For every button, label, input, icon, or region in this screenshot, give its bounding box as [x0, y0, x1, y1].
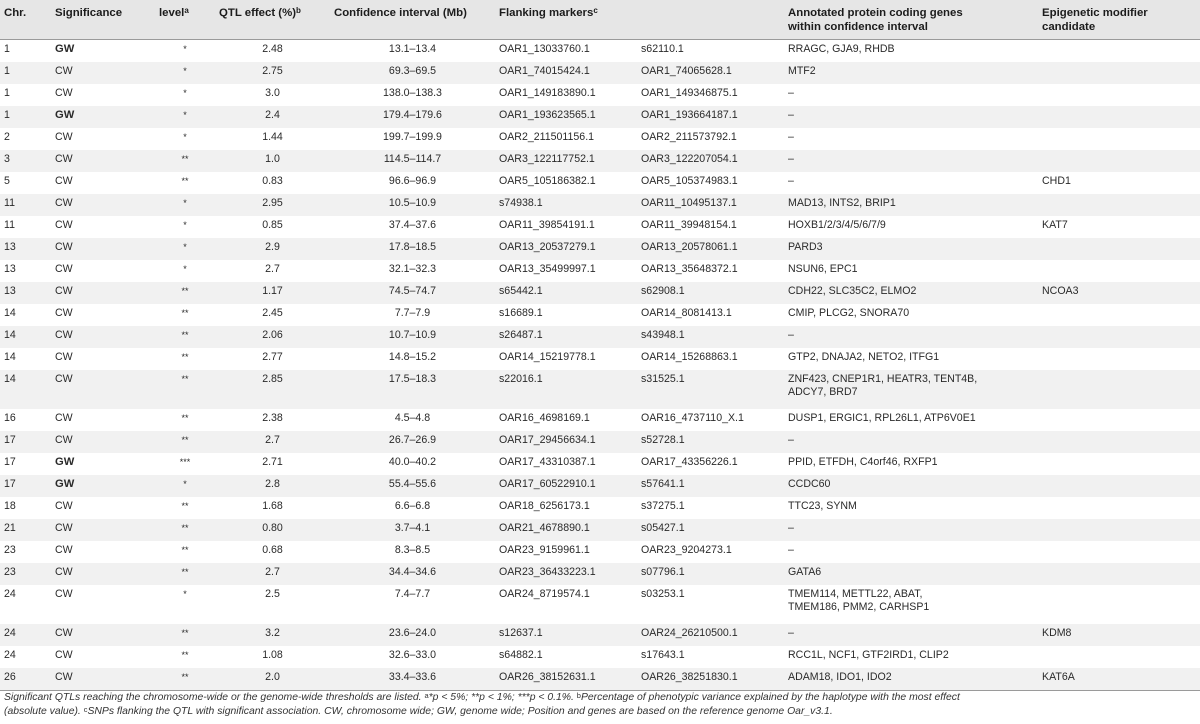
cell-significance: CW — [55, 500, 73, 512]
cell-level: ** — [181, 352, 189, 362]
cell-level: * — [183, 44, 187, 54]
table-row — [0, 646, 1200, 668]
cell-flanking-marker-1: OAR3_122117752.1 — [499, 153, 595, 165]
cell-confidence-interval: 69.3–69.5 — [388, 65, 437, 77]
cell-epigenetic-modifier — [1038, 304, 1200, 326]
cell-chr: 13 — [4, 285, 16, 297]
table-row — [0, 541, 1200, 563]
cell-flanking-marker-2: OAR11_10495137.1 — [641, 197, 737, 209]
cell-significance: GW — [55, 109, 75, 121]
table-row — [0, 453, 1200, 475]
cell-confidence-interval: 17.8–18.5 — [388, 241, 437, 253]
header-chr: Chr. — [0, 0, 51, 40]
cell-epigenetic-modifier — [1038, 260, 1200, 282]
cell-annotated-genes: MAD13, INTS2, BRIP1 — [788, 197, 896, 209]
cell-annotated-genes: – — [788, 153, 794, 165]
cell-confidence-interval: 96.6–96.9 — [388, 175, 437, 187]
cell-qtl-effect: 3.0 — [265, 87, 280, 99]
cell-epigenetic-modifier — [1038, 326, 1200, 348]
cell-qtl-effect: 3.2 — [265, 627, 280, 639]
table-row — [0, 668, 1200, 691]
header-flanking-markers: Flanking markers$^c$ — [495, 0, 784, 40]
cell-epigenetic-modifier — [1038, 646, 1200, 668]
cell-chr: 1 — [4, 43, 10, 55]
cell-level: ** — [181, 650, 189, 660]
cell-flanking-marker-1: OAR24_8719574.1 — [499, 588, 590, 600]
cell-flanking-marker-2: OAR1_74065628.1 — [641, 65, 732, 77]
cell-qtl-effect: 2.71 — [262, 456, 283, 468]
cell-level: ** — [181, 567, 189, 577]
cell-flanking-marker-1: s16689.1 — [499, 307, 543, 319]
cell-level: ** — [181, 176, 189, 186]
cell-level: ** — [181, 435, 189, 445]
cell-chr: 23 — [4, 566, 16, 578]
cell-confidence-interval: 32.6–33.0 — [388, 649, 437, 661]
cell-level: * — [183, 110, 187, 120]
cell-flanking-marker-1: OAR17_60522910.1 — [499, 478, 596, 490]
cell-flanking-marker-2: s03253.1 — [641, 588, 685, 600]
cell-confidence-interval: 14.8–15.2 — [388, 351, 437, 363]
cell-confidence-interval: 8.3–8.5 — [394, 544, 431, 556]
cell-level: ** — [181, 286, 189, 296]
cell-confidence-interval: 55.4–55.6 — [388, 478, 437, 490]
cell-significance: CW — [55, 412, 73, 424]
cell-chr: 26 — [0, 668, 51, 691]
cell-qtl-effect: 2.7 — [265, 566, 280, 578]
table-row — [0, 172, 1200, 194]
cell-epigenetic-modifier — [1038, 541, 1200, 563]
table-row — [0, 216, 1200, 238]
table-row — [0, 519, 1200, 541]
table-row — [0, 326, 1200, 348]
cell-flanking-marker-1: OAR13_35499997.1 — [499, 263, 596, 275]
cell-flanking-marker-1: s26487.1 — [499, 329, 543, 341]
cell-flanking-marker-2: OAR3_122207054.1 — [641, 153, 738, 165]
cell-epigenetic-modifier — [1038, 348, 1200, 370]
cell-significance: CW — [55, 197, 73, 209]
cell-confidence-interval: 3.7–4.1 — [394, 522, 431, 534]
cell-flanking-marker-2: s31525.1 — [641, 373, 685, 385]
cell-qtl-effect: 2.9 — [265, 241, 280, 253]
cell-flanking-marker-1: OAR1_13033760.1 — [499, 43, 590, 55]
cell-chr: 24 — [4, 588, 16, 600]
table-row — [0, 128, 1200, 150]
cell-level: ** — [181, 330, 189, 340]
cell-annotated-genes: TTC23, SYNM — [788, 500, 857, 512]
cell-flanking-marker-1: OAR11_39854191.1 — [499, 219, 595, 231]
cell-confidence-interval: 74.5–74.7 — [388, 285, 437, 297]
cell-level: * — [183, 88, 187, 98]
cell-chr: 14 — [4, 329, 16, 341]
cell-qtl-effect: 2.38 — [262, 412, 283, 424]
cell-annotated-genes: CMIP, PLCG2, SNORA70 — [788, 307, 910, 319]
table-row — [0, 348, 1200, 370]
cell-confidence-interval: 40.0–40.2 — [388, 456, 437, 468]
cell-flanking-marker-1: OAR14_15219778.1 — [499, 351, 596, 363]
cell-significance: GW — [55, 478, 75, 490]
cell-qtl-effect: 0.85 — [262, 219, 283, 231]
cell-epigenetic-modifier — [1038, 431, 1200, 453]
cell-flanking-marker-1: s65442.1 — [499, 285, 543, 297]
cell-chr: 2 — [4, 131, 10, 143]
table-row — [0, 431, 1200, 453]
cell-epigenetic-modifier — [1038, 40, 1200, 63]
cell-epigenetic-modifier: NCOA3 — [1042, 285, 1079, 297]
cell-flanking-marker-2: OAR13_35648372.1 — [641, 263, 738, 275]
cell-significance: CW — [55, 219, 73, 231]
cell-annotated-genes: MTF2 — [788, 65, 816, 77]
cell-confidence-interval: 37.4–37.6 — [388, 219, 437, 231]
cell-significance: CW — [55, 522, 73, 534]
table-row — [0, 563, 1200, 585]
cell-annotated-genes: PPID, ETFDH, C4orf46, RXFP1 — [788, 456, 938, 468]
cell-flanking-marker-2: OAR14_8081413.1 — [641, 307, 732, 319]
cell-annotated-genes: GATA6 — [788, 566, 822, 578]
cell-significance: CW — [55, 307, 73, 319]
cell-level: ** — [181, 501, 189, 511]
cell-chr: 24 — [4, 649, 16, 661]
cell-flanking-marker-1: s12637.1 — [499, 627, 543, 639]
cell-epigenetic-modifier — [1038, 563, 1200, 585]
cell-annotated-genes: – — [788, 175, 794, 187]
cell-annotated-genes: RCC1L, NCF1, GTF2IRD1, CLIP2 — [788, 649, 949, 661]
cell-significance: CW — [55, 87, 73, 99]
cell-qtl-effect: 1.08 — [262, 649, 283, 661]
cell-level: *** — [179, 457, 191, 467]
cell-chr: 1 — [4, 65, 10, 77]
cell-annotated-genes: – — [788, 109, 794, 121]
cell-epigenetic-modifier — [1038, 519, 1200, 541]
cell-flanking-marker-2: OAR23_9204273.1 — [641, 544, 732, 556]
cell-significance: CW — [55, 329, 73, 341]
cell-significance: CW — [55, 263, 73, 275]
table-row — [0, 624, 1200, 646]
cell-chr: 13 — [4, 241, 16, 253]
table-row — [0, 106, 1200, 128]
cell-flanking-marker-1: OAR1_149183890.1 — [499, 87, 596, 99]
cell-flanking-marker-1: OAR2_211501156.1 — [499, 131, 595, 143]
cell-flanking-marker-2: OAR17_43356226.1 — [641, 456, 738, 468]
table-row — [0, 260, 1200, 282]
cell-confidence-interval: 7.4–7.7 — [394, 588, 431, 600]
cell-level: ** — [181, 545, 189, 555]
cell-level: * — [183, 132, 187, 142]
cell-confidence-interval: 34.4–34.6 — [388, 566, 437, 578]
cell-annotated-genes: – — [788, 522, 794, 534]
cell-level: ** — [155, 668, 215, 691]
cell-chr: 23 — [4, 544, 16, 556]
cell-flanking-marker-1: OAR21_4678890.1 — [499, 522, 590, 534]
cell-qtl-effect: 2.7 — [265, 263, 280, 275]
cell-significance: GW — [55, 456, 75, 468]
cell-level: * — [183, 264, 187, 274]
cell-epigenetic-modifier — [1038, 409, 1200, 431]
cell-annotated-genes: – — [788, 544, 794, 556]
cell-significance: CW — [55, 588, 73, 600]
cell-chr: 14 — [4, 373, 16, 385]
cell-chr: 16 — [4, 412, 16, 424]
cell-significance: CW — [55, 627, 73, 639]
cell-confidence-interval: 17.5–18.3 — [388, 373, 437, 385]
cell-annotated-genes: PARD3 — [788, 241, 823, 253]
cell-flanking-marker-2: OAR26_38251830.1 — [637, 668, 784, 691]
header-annotated-genes: Annotated protein coding genes within confidence interval — [784, 0, 1038, 40]
header-qtl-effect: QTL effect (%)$^b$ — [215, 0, 330, 40]
cell-flanking-marker-1: s64882.1 — [499, 649, 543, 661]
cell-significance: CW — [55, 65, 73, 77]
table-body — [0, 40, 1200, 691]
cell-qtl-effect: 2.0 — [215, 668, 330, 691]
cell-significance: GW — [55, 43, 75, 55]
cell-qtl-effect: 2.95 — [262, 197, 283, 209]
cell-flanking-marker-1: OAR16_4698169.1 — [499, 412, 590, 424]
table-row — [0, 282, 1200, 304]
cell-confidence-interval: 23.6–24.0 — [388, 627, 437, 639]
cell-level: ** — [181, 413, 189, 423]
table-row — [0, 585, 1200, 624]
cell-level: * — [183, 66, 187, 76]
cell-chr: 21 — [4, 522, 16, 534]
cell-epigenetic-modifier — [1038, 128, 1200, 150]
cell-qtl-effect: 2.06 — [262, 329, 283, 341]
cell-flanking-marker-1: OAR17_29456634.1 — [499, 434, 596, 446]
cell-flanking-marker-1: OAR23_36433223.1 — [499, 566, 596, 578]
cell-epigenetic-modifier: KAT7 — [1042, 219, 1068, 231]
cell-flanking-marker-2: s05427.1 — [641, 522, 685, 534]
cell-epigenetic-modifier — [1038, 497, 1200, 519]
cell-epigenetic-modifier — [1038, 475, 1200, 497]
cell-flanking-marker-2: OAR13_20578061.1 — [641, 241, 738, 253]
cell-significance: CW — [55, 153, 73, 165]
cell-confidence-interval: 4.5–4.8 — [394, 412, 431, 424]
cell-chr: 5 — [4, 175, 10, 187]
cell-annotated-genes: NSUN6, EPC1 — [788, 263, 858, 275]
table-row — [0, 409, 1200, 431]
cell-qtl-effect: 1.68 — [262, 500, 283, 512]
cell-qtl-effect: 2.45 — [262, 307, 283, 319]
cell-epigenetic-modifier — [1038, 238, 1200, 260]
cell-qtl-effect: 1.44 — [262, 131, 283, 143]
cell-annotated-genes: – — [788, 627, 794, 639]
cell-annotated-genes: DUSP1, ERGIC1, RPL26L1, ATP6V0E1 — [788, 412, 976, 424]
table-row — [0, 238, 1200, 260]
cell-flanking-marker-2: OAR1_193664187.1 — [641, 109, 738, 121]
cell-level: ** — [181, 523, 189, 533]
cell-chr: 3 — [4, 153, 10, 165]
cell-confidence-interval: 10.5–10.9 — [388, 197, 437, 209]
cell-significance: CW — [55, 649, 73, 661]
cell-flanking-marker-2: s43948.1 — [641, 329, 685, 341]
cell-significance: CW — [55, 566, 73, 578]
cell-confidence-interval: 199.7–199.9 — [383, 131, 442, 143]
cell-confidence-interval: 7.7–7.9 — [394, 307, 431, 319]
cell-significance: CW — [55, 434, 73, 446]
cell-chr: 14 — [4, 307, 16, 319]
cell-confidence-interval: 33.4–33.6 — [330, 668, 495, 691]
cell-flanking-marker-2: OAR11_39948154.1 — [641, 219, 737, 231]
cell-significance: CW — [55, 131, 73, 143]
cell-chr: 1 — [4, 87, 10, 99]
cell-flanking-marker-1: OAR1_193623565.1 — [499, 109, 596, 121]
cell-epigenetic-modifier — [1038, 62, 1200, 84]
cell-confidence-interval: 32.1–32.3 — [388, 263, 437, 275]
header-row — [0, 0, 1200, 40]
cell-annotated-genes: – — [788, 87, 794, 99]
cell-level: ** — [181, 628, 189, 638]
cell-flanking-marker-2: OAR5_105374983.1 — [641, 175, 738, 187]
cell-flanking-marker-1: OAR5_105186382.1 — [499, 175, 596, 187]
cell-annotated-genes: – — [788, 434, 794, 446]
cell-flanking-marker-2: s52728.1 — [641, 434, 685, 446]
cell-epigenetic-modifier — [1038, 150, 1200, 172]
cell-confidence-interval: 10.7–10.9 — [388, 329, 437, 341]
cell-significance: CW — [55, 544, 73, 556]
cell-significance: CW — [55, 351, 73, 363]
cell-annotated-genes: – — [788, 131, 794, 143]
table-footnote: Significant QTLs reaching the chromosome-wide or the genome-wide thresholds are listed. $^a$*p < 5%; **p < 1%; ***p < 0.1%. $^b$Percentage of phenotypic variance explained by the haplotype with the most effect (absolute value). $^c$SNPs flanking the QTL with significant association. CW, chromosome wide; GW, genome wide; Position and genes are based on the reference genome Oar_v3.1. — [4, 691, 960, 717]
cell-flanking-marker-1: OAR23_9159961.1 — [499, 544, 590, 556]
cell-chr: 17 — [4, 478, 16, 490]
cell-significance: CW — [55, 373, 73, 385]
table-row — [0, 84, 1200, 106]
table-row — [0, 194, 1200, 216]
table-row — [0, 475, 1200, 497]
cell-flanking-marker-2: OAR24_26210500.1 — [641, 627, 738, 639]
table-row — [0, 40, 1200, 63]
cell-chr: 14 — [4, 351, 16, 363]
cell-annotated-genes: HOXB1/2/3/4/5/6/7/9 — [788, 219, 886, 231]
cell-chr: 1 — [4, 109, 10, 121]
cell-level: ** — [181, 374, 189, 384]
cell-chr: 13 — [4, 263, 16, 275]
cell-annotated-genes: GTP2, DNAJA2, NETO2, ITFG1 — [788, 351, 940, 363]
table-row — [0, 304, 1200, 326]
cell-chr: 24 — [4, 627, 16, 639]
cell-flanking-marker-2: s62110.1 — [641, 43, 684, 55]
cell-qtl-effect: 0.68 — [262, 544, 283, 556]
cell-flanking-marker-2: OAR14_15268863.1 — [641, 351, 738, 363]
cell-annotated-genes: ZNF423, CNEP1R1, HEATR3, TENT4B, ADCY7, BRD7 — [788, 373, 978, 398]
cell-epigenetic-modifier — [1038, 194, 1200, 216]
cell-significance: CW — [55, 285, 73, 297]
cell-flanking-marker-1: OAR17_43310387.1 — [499, 456, 596, 468]
table-row — [0, 62, 1200, 84]
cell-epigenetic-modifier: KDM8 — [1042, 627, 1072, 639]
cell-annotated-genes: CCDC60 — [788, 478, 831, 490]
cell-confidence-interval: 138.0–138.3 — [383, 87, 442, 99]
cell-level: ** — [181, 154, 189, 164]
cell-qtl-effect: 2.48 — [262, 43, 283, 55]
cell-epigenetic-modifier — [1038, 84, 1200, 106]
table-row — [0, 370, 1200, 409]
cell-chr: 17 — [4, 434, 16, 446]
cell-qtl-effect: 2.85 — [262, 373, 283, 385]
cell-epigenetic-modifier — [1038, 453, 1200, 475]
cell-annotated-genes: RRAGC, GJA9, RHDB — [788, 43, 895, 55]
cell-qtl-effect: 0.80 — [262, 522, 283, 534]
cell-flanking-marker-2: s07796.1 — [641, 566, 685, 578]
cell-level: * — [183, 220, 187, 230]
cell-chr: 11 — [4, 219, 15, 231]
table-header — [0, 0, 1200, 40]
cell-flanking-marker-1: OAR18_6256173.1 — [499, 500, 590, 512]
cell-qtl-effect: 2.4 — [265, 109, 280, 121]
cell-epigenetic-modifier — [1038, 106, 1200, 128]
header-epigenetic-modifier: Epigenetic modifier candidate — [1038, 0, 1200, 40]
cell-confidence-interval: 114.5–114.7 — [383, 153, 442, 165]
cell-chr: 17 — [4, 456, 16, 468]
cell-significance: CW — [51, 668, 155, 691]
cell-qtl-effect: 1.17 — [262, 285, 283, 297]
cell-annotated-genes: ADAM18, IDO1, IDO2 — [784, 668, 1038, 691]
cell-qtl-effect: 2.8 — [265, 478, 280, 490]
cell-qtl-effect: 0.83 — [262, 175, 283, 187]
cell-epigenetic-modifier: KAT6A — [1038, 668, 1200, 691]
cell-significance: CW — [55, 241, 73, 253]
cell-level: ** — [181, 308, 189, 318]
cell-epigenetic-modifier — [1038, 370, 1200, 409]
cell-level: * — [183, 479, 187, 489]
cell-qtl-effect: 2.77 — [262, 351, 283, 363]
table-row — [0, 497, 1200, 519]
cell-level: * — [183, 198, 187, 208]
cell-flanking-marker-2: OAR1_149346875.1 — [641, 87, 738, 99]
cell-flanking-marker-1: s22016.1 — [499, 373, 543, 385]
cell-flanking-marker-2: s37275.1 — [641, 500, 685, 512]
cell-qtl-effect: 1.0 — [265, 153, 280, 165]
cell-flanking-marker-1: OAR1_74015424.1 — [499, 65, 590, 77]
cell-level: * — [183, 589, 187, 599]
cell-annotated-genes: CDH22, SLC35C2, ELMO2 — [788, 285, 917, 297]
cell-flanking-marker-2: s17643.1 — [641, 649, 685, 661]
cell-qtl-effect: 2.5 — [265, 588, 280, 600]
cell-confidence-interval: 13.1–13.4 — [388, 43, 437, 55]
cell-chr: 11 — [4, 197, 15, 209]
cell-level: * — [183, 242, 187, 252]
cell-flanking-marker-1: OAR13_20537279.1 — [499, 241, 596, 253]
cell-significance: CW — [55, 175, 73, 187]
cell-epigenetic-modifier — [1038, 585, 1200, 624]
cell-qtl-effect: 2.75 — [262, 65, 283, 77]
cell-flanking-marker-1: s74938.1 — [499, 197, 543, 209]
cell-confidence-interval: 179.4–179.6 — [383, 109, 442, 121]
cell-confidence-interval: 6.6–6.8 — [394, 500, 431, 512]
cell-flanking-marker-2: s62908.1 — [641, 285, 685, 297]
cell-flanking-marker-2: OAR16_4737110_X.1 — [641, 412, 744, 424]
cell-annotated-genes: TMEM114, METTL22, ABAT, TMEM186, PMM2, CARHSP1 — [788, 588, 930, 613]
cell-confidence-interval: 26.7–26.9 — [388, 434, 437, 446]
table-row — [0, 150, 1200, 172]
header-level: level$^a$ — [155, 0, 215, 40]
cell-flanking-marker-2: OAR2_211573792.1 — [641, 131, 737, 143]
cell-flanking-marker-1: OAR26_38152631.1 — [495, 668, 637, 691]
cell-flanking-marker-2: s57641.1 — [641, 478, 685, 490]
header-significance: Significance — [51, 0, 155, 40]
cell-annotated-genes: – — [788, 329, 794, 341]
cell-epigenetic-modifier: CHD1 — [1042, 175, 1071, 187]
cell-chr: 18 — [4, 500, 16, 512]
cell-qtl-effect: 2.7 — [265, 434, 280, 446]
header-confidence-interval: Confidence interval (Mb) — [330, 0, 495, 40]
